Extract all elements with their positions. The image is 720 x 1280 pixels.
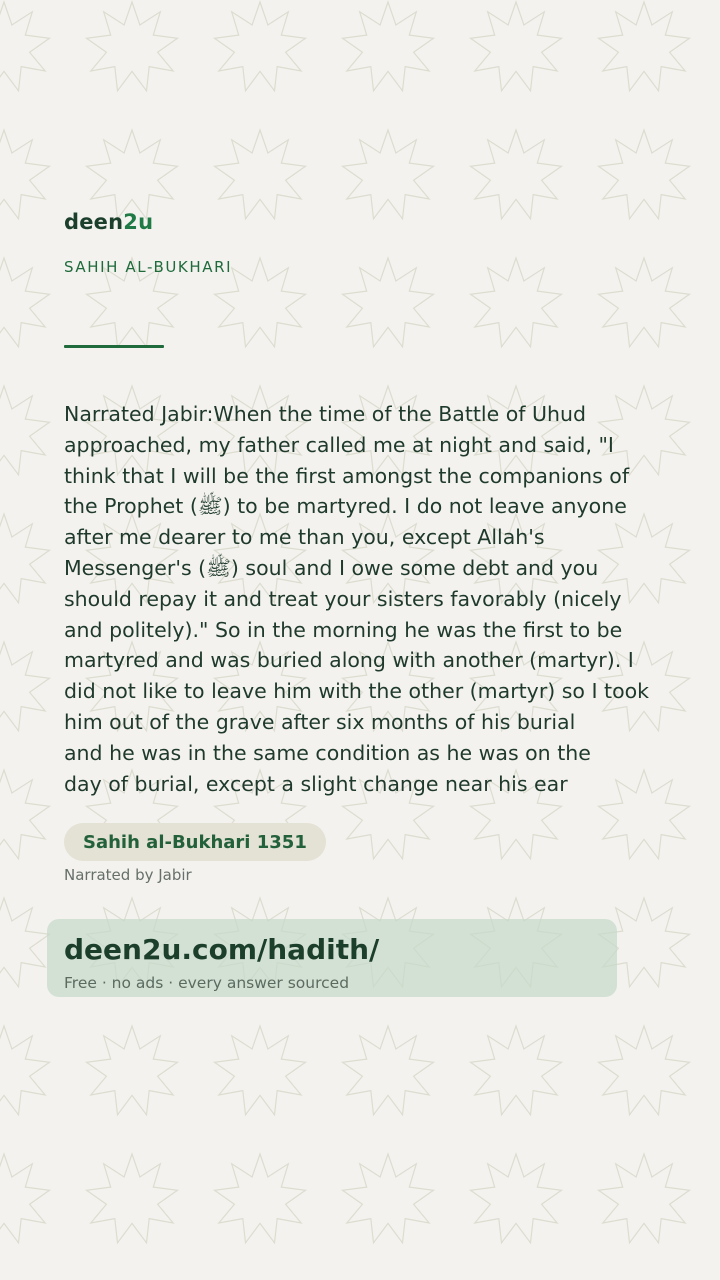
brand-logo[interactable] [64,210,153,234]
collection-label: SAHIH AL-BUKHARI [64,258,233,276]
reference-badge[interactable] [64,823,326,861]
narrator-line: Narrated by Jabir [64,866,192,884]
brand-name-accent: 2u [123,210,154,234]
reference-label: Sahih al-Bukhari 1351 [83,831,307,853]
divider [64,345,164,348]
website-link-card[interactable] [47,919,617,997]
brand-name-main: deen [64,210,124,234]
website-tagline: Free · no ads · every answer sourced [64,974,350,992]
website-url[interactable]: deen2u.com/hadith/ [64,933,380,966]
hadith-text: Narrated Jabir:When the time of the Battle of Uhud approached, my father called me at night and said, "I think that I will be the first amongst the companions of the Prophet (ﷺ) to be martyred. I do not leave anyone after me dearer to me than you, except Allah's Messenger's (ﷺ) soul and I owe some debt and you should repay it and treat your sisters favorably (nicely and politely)." So in the morning he was the first to be martyred and was buried along with another (martyr). I did not like to leave him with the other (martyr) so I took him out of the grave after six months of his burial and he was in the same condition as he was on the day of burial, except a slight change near his ear [64,402,650,796]
